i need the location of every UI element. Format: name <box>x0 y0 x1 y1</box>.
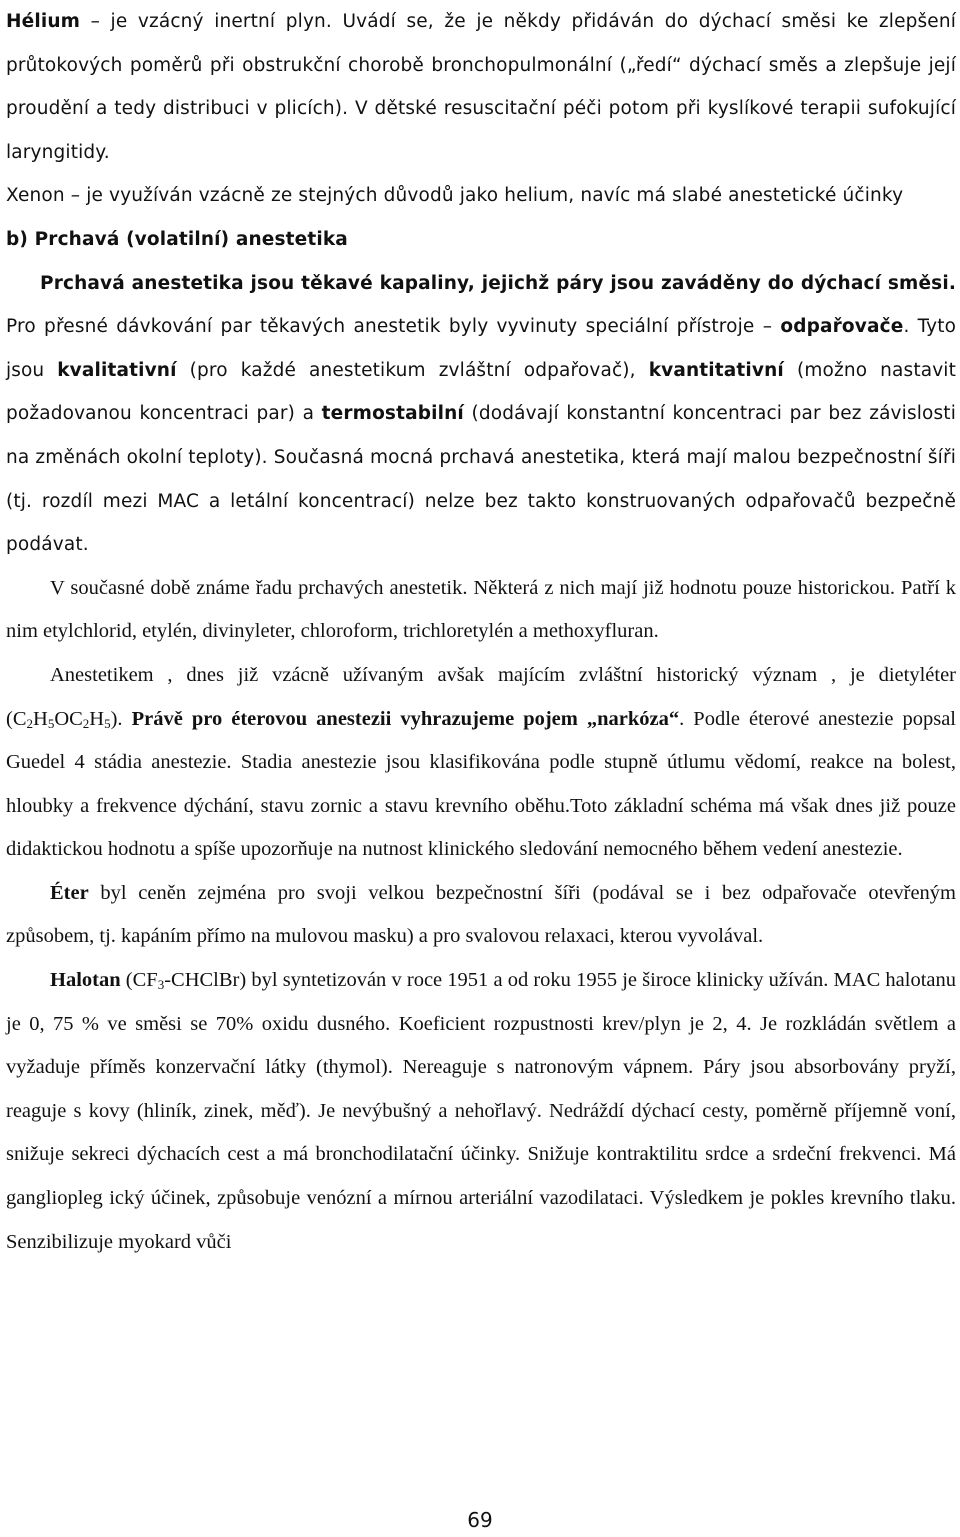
term-thermostable: termostabilní <box>321 403 464 425</box>
paragraph-history <box>6 567 956 654</box>
term-quantitative: kvantitativní <box>648 359 784 381</box>
ether-intro-text-4: H <box>89 707 105 730</box>
volatile-text-1: Pro přesné dávkování par těkavých anestetik byly vyvinuty speciální přístroje – <box>6 316 781 338</box>
halothane-text-1: (CF <box>120 969 158 992</box>
volatile-text-4: (možno nastavit požadovanou koncentraci par) a <box>6 359 957 425</box>
formula-subscript: 5 <box>47 715 55 731</box>
ether-text: byl ceněn zejména pro svoji velkou bezpečnostní šíři (podával se i bez odpařovače otevřeným způsobem, tj. kapáním přímo na mulovou masku) a pro svalovou relaxaci, kterou vyvolával. <box>6 881 956 948</box>
paragraph-ether <box>6 872 956 959</box>
term-vaporizers: odpařovače <box>780 316 904 338</box>
volatile-definition: Prchavá anestetika jsou těkavé kapaliny, jejichž páry jsou zaváděny do dýchací směsi. <box>40 272 956 294</box>
term-halothane: Halotan <box>50 969 121 992</box>
paragraph-volatile-anesthetics <box>6 262 956 567</box>
paragraph-halothane <box>6 959 956 1264</box>
paragraph-diethyl-ether <box>6 654 956 872</box>
term-helium: Hélium <box>6 11 81 32</box>
formula-subscript: 5 <box>104 715 111 731</box>
halothane-text-2: -CHClBr) byl syntetizován v roce 1951 a od roku 1955 je široce klinicky užíván. MAC halotanu je 0, 75 % ve směsi se 70% oxidu dusného. Koeficient rozpustnosti krev/plyn je 2, 4. Je rozkládán světlem a vyžaduje příměs konzervační látky (thymol). Nereaguje s natronovým vápnem. Páry jsou absorbovány pryží, reaguje s kovy (hliník, zinek, měď). Je nevýbušný a nehořlavý. Nedráždí dýchací cesty, poměrně příjemně voní, snižuje sekreci dýchacích cest a má bronchodilatační účinky. Snižuje kontraktilitu srdce a srdeční frekvenci. Má gangliopleg ický účinek, způsobuje venózní a mírnou arteriální vazodilataci. Výsledkem je pokles krevního tlaku. Senzibilizuje myokard vůči <box>6 969 956 1253</box>
section-heading-text: b) Prchavá (volatilní) anestetika <box>6 228 348 250</box>
term-ether: Éter <box>50 881 89 904</box>
volatile-text-3: (pro každé anestetikum zvláštní odpařovač), <box>176 359 649 381</box>
page-number: 69 <box>467 1508 493 1532</box>
formula-subscript: 2 <box>82 715 90 731</box>
volatile-text-2: . Tyto jsou <box>6 316 956 381</box>
history-text: V současné době známe řadu prchavých anestetik. Některá z nich mají již hodnotu pouze historickou. Patří k nim etylchlorid, etylén, divinyleter, chloroform, trichloretylén a methoxyfluran. <box>6 576 956 643</box>
xenon-text: Xenon – je využíván vzácně ze stejných důvodů jako helium, navíc má slabé anestetické účinky <box>6 185 904 207</box>
term-qualitative: kvalitativní <box>57 359 177 381</box>
helium-text: – je vzácný inertní plyn. Uvádí se, že je někdy přidáván do dýchací směsi ke zlepšení průtokových poměrů při obstrukční chorobě bronchopulmonální („ředí“ dýchací směs a zlepšuje její proudění a tedy distribuci v plicích). V dětské resuscitační péči potom při kyslíkové terapii sufokující laryngitidy. <box>6 11 956 163</box>
narcosis-statement: Právě pro éterovou anestezii vyhrazujeme pojem „narkóza“ <box>131 707 680 730</box>
ether-intro-text-3: OC <box>54 707 83 730</box>
ether-intro-text-5: ). <box>110 707 132 730</box>
formula-subscript: 2 <box>26 715 33 731</box>
paragraph-xenon <box>6 174 956 218</box>
ether-intro-text-1: Anestetikem , dnes již vzácně užívaným avšak majícím zvláštní historický význam , je dietyléter (C <box>6 663 956 730</box>
section-heading-volatile <box>6 218 956 262</box>
ether-intro-text-6: . Podle éterové anestezie popsal Guedel 4 stádia anestezie. Stadia anestezie jsou klasifikována podle stupně útlumu vědomí, reakce na bolest, hloubky a frekvence dýchání, stavu zornic a stavu krevního oběhu.Toto základní schéma má však dnes již pouze didaktickou hodnotu a spíše upozorňuje na nutnost klinického sledování nemocného během vedení anestezie. <box>6 707 957 861</box>
paragraph-helium <box>6 0 956 174</box>
ether-intro-text-2: H <box>33 707 48 730</box>
document-page <box>6 0 956 1264</box>
formula-subscript: 3 <box>157 977 165 993</box>
volatile-text-5: (dodávají konstantní koncentraci par bez závislosti na změnách okolní teploty). Současná mocná prchavá anestetika, která mají malou bezpečnostní šíři (tj. rozdíl mezi MAC a letální koncentrací) nelze bez takto konstruovaných odpařovačů bezpečně podávat. <box>6 403 956 556</box>
